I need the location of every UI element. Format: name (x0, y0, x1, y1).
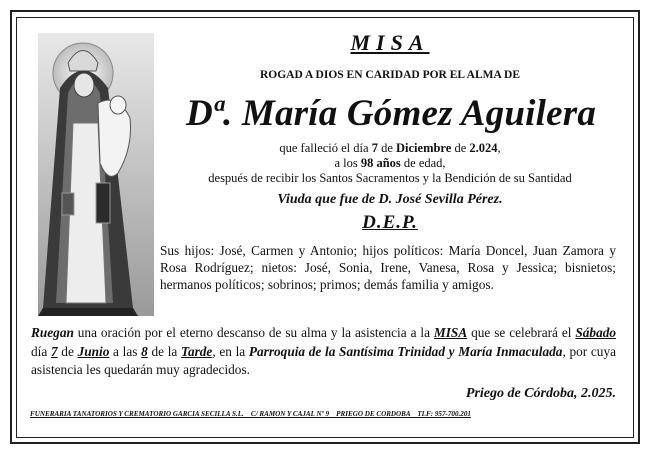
dep-heading: D.E.P. (362, 212, 418, 233)
ruegan-text: a las (109, 343, 142, 359)
mass-month: Junio (77, 343, 110, 359)
virgin-illustration (38, 33, 154, 316)
ruegan-text: , en la (212, 343, 249, 359)
family-paragraph: Sus hijos: José, Carmen y Antonio; hijos políticos: María Doncel, Juan Zamora y Rosa Rodríguez; nietos: José, Sonia, Irene, Vanesa, Rosa y Jessica; bisnietos; hermanos políticos; sobrinos; primos; demás familia y amigos. (160, 243, 616, 292)
deceased-name: Dª. María Gómez Aguilera (185, 93, 597, 134)
death-month: Diciembre (396, 141, 452, 155)
mass-dayname: Sábado (575, 325, 617, 340)
notice-title: MISA (350, 30, 430, 55)
ruegan-text: de (57, 343, 78, 359)
place-date: Priego de Córdoba, 2.025. (465, 386, 616, 401)
rogad-line: ROGAD A DIOS EN CARIDAD POR EL ALMA DE (259, 69, 521, 81)
ruegan-text: una oración por el eterno descanso de su alma y la asistencia a la (73, 325, 434, 340)
widow-line: Viuda que fue de D. José Sevilla Pérez. (277, 192, 503, 207)
death-day: 7 (371, 141, 378, 155)
misa-word: MISA (433, 325, 468, 340)
ruegan-word: Ruegan (31, 325, 74, 340)
sacraments-line: después de recibir los Santos Sacramentos y la Bendición de su Santidad (208, 171, 572, 185)
ruegan-text: que se celebrará el (467, 325, 576, 340)
age-value: 98 años (360, 156, 401, 170)
funeral-home-footer: FUNERARIA TANATORIOS Y CREMATORIO GARCIA SECILLA S.L. C/ RAMON Y CAJAL Nº 9 PRIEGO DE CORDOBA TLF: 957-700.201 (30, 410, 471, 418)
mass-period: Tarde (181, 343, 213, 359)
age-text: de edad, (400, 156, 446, 170)
mass-day: 7 (50, 343, 58, 359)
death-year: 2.024 (469, 141, 498, 155)
parish-name: Parroquia de la Santísima Trinidad y María Inmaculada (248, 343, 563, 359)
mass-hour: 8 (141, 343, 148, 359)
death-text: que falleció el día (279, 141, 372, 155)
virgin-image (38, 33, 154, 316)
death-date-line (160, 141, 620, 156)
death-text: de (451, 141, 470, 155)
age-line (160, 156, 620, 171)
ruegan-text: , por cuya asistencia les quedarán muy agradecidos. (31, 343, 616, 377)
age-text: a los (334, 156, 361, 170)
ruegan-text: día (31, 343, 51, 359)
ruegan-paragraph (31, 324, 616, 380)
death-text: , (497, 141, 501, 155)
ruegan-text: de la (147, 343, 182, 359)
death-text: de (377, 141, 396, 155)
